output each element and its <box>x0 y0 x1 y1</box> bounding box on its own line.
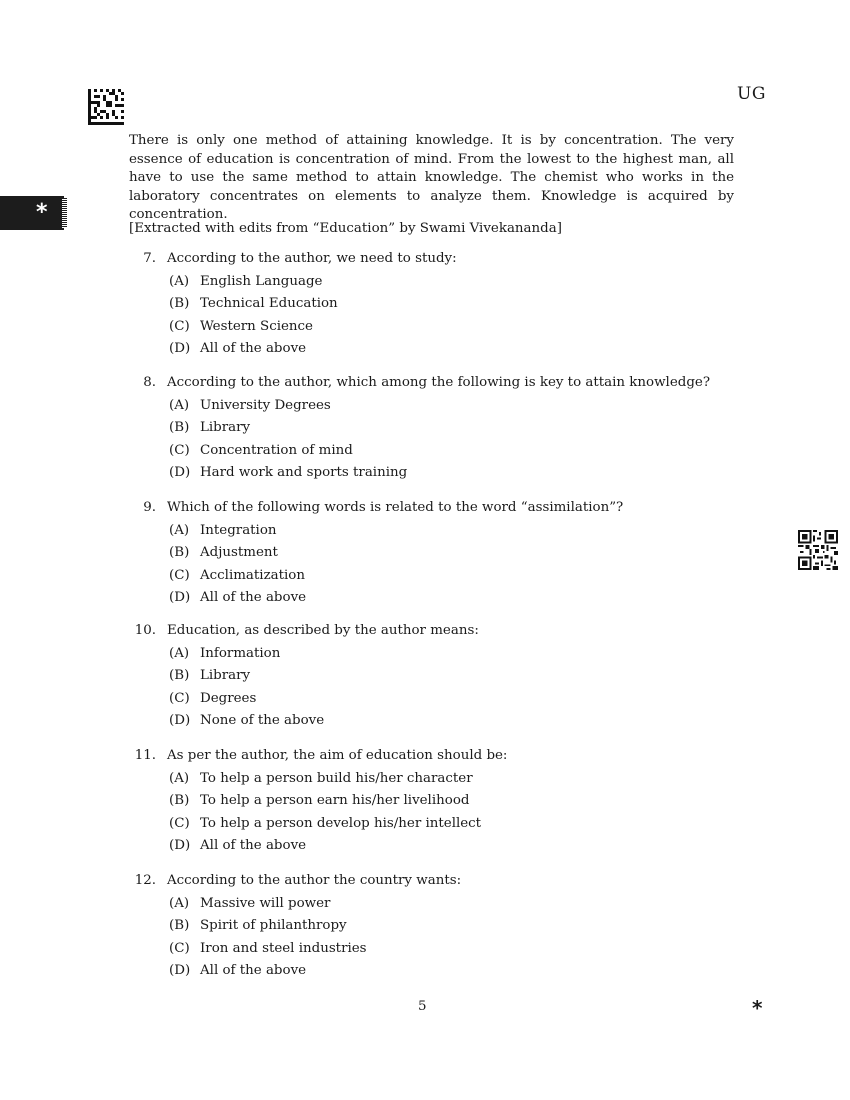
option-d <box>130 835 750 858</box>
option-text: All of the above <box>200 590 307 605</box>
option-label: (C) <box>169 690 190 706</box>
option-text: Iron and steel industries <box>200 940 367 956</box>
option-text: All of the above <box>200 963 307 978</box>
option-label: (B) <box>169 545 190 560</box>
option-label: (D) <box>169 465 191 480</box>
question-number: 7. <box>143 251 156 266</box>
option-b <box>130 293 750 316</box>
option-text: To help a person develop his/her intellect <box>200 815 482 831</box>
option-label: (C) <box>169 442 190 458</box>
option-label: (D) <box>169 963 191 978</box>
option-text: Technical Education <box>200 296 338 311</box>
star-icon: * <box>752 996 763 1020</box>
option-text: Information <box>200 645 281 661</box>
option-c <box>130 440 750 463</box>
option-label: (C) <box>169 940 190 956</box>
option-text: Library <box>200 668 251 683</box>
option-label: (A) <box>169 273 190 289</box>
reading-passage: There is only one method of attaining knowledge. It is by concentration. The very essence of education is concentration of mind. From the lowest to the highest man, all have to use the same method to attain knowledge. The chemist who works in the laboratory concentrates on elements to analyze them. Knowledge is acquired by concentration. <box>129 133 734 222</box>
question-7 <box>130 248 750 361</box>
option-label: (B) <box>169 793 190 808</box>
passage-citation: [Extracted with edits from “Education” by Swami Vivekananda] <box>129 221 562 236</box>
question-10 <box>130 620 750 733</box>
option-text: Adjustment <box>200 545 278 560</box>
option-d <box>130 462 750 485</box>
question-text: According to the author, we need to study: <box>167 251 457 266</box>
option-b <box>130 417 750 440</box>
option-d <box>130 960 750 983</box>
option-label: (D) <box>169 341 191 356</box>
question-9 <box>130 497 750 610</box>
exam-code: UG <box>737 84 766 104</box>
question-number: 9. <box>143 500 156 515</box>
option-b <box>130 665 750 688</box>
option-c <box>130 688 750 711</box>
option-a <box>130 271 750 294</box>
option-label: (B) <box>169 918 190 933</box>
option-text: University Degrees <box>200 397 331 413</box>
question-text: According to the author the country wants: <box>167 873 462 888</box>
option-text: To help a person earn his/her livelihood <box>200 793 470 808</box>
option-label: (C) <box>169 318 190 334</box>
option-a <box>130 520 750 543</box>
question-8 <box>130 372 750 485</box>
option-d <box>130 338 750 361</box>
option-b <box>130 790 750 813</box>
option-text: English Language <box>200 273 323 289</box>
star-icon: * <box>36 200 48 225</box>
option-text: All of the above <box>200 838 307 853</box>
option-a <box>130 643 750 666</box>
option-label: (A) <box>169 522 190 538</box>
option-text: Concentration of mind <box>200 442 353 458</box>
option-label: (A) <box>169 397 190 413</box>
option-c <box>130 938 750 961</box>
option-text: To help a person build his/her character <box>200 770 473 786</box>
option-c <box>130 813 750 836</box>
question-text: According to the author, which among the following is key to attain knowledge? <box>167 375 710 390</box>
option-label: (C) <box>169 567 190 583</box>
option-b <box>130 915 750 938</box>
option-text: Western Science <box>200 318 313 334</box>
option-a <box>130 395 750 418</box>
option-label: (D) <box>169 713 191 728</box>
question-text: Which of the following words is related to the word “assimilation”? <box>167 500 624 515</box>
option-text: All of the above <box>200 341 307 356</box>
option-a <box>130 768 750 791</box>
option-a <box>130 893 750 916</box>
question-11 <box>130 745 750 858</box>
option-text: Library <box>200 420 251 435</box>
option-label: (A) <box>169 895 190 911</box>
option-label: (B) <box>169 296 190 311</box>
option-d <box>130 587 750 610</box>
option-text: Spirit of philanthropy <box>200 918 347 933</box>
option-label: (C) <box>169 815 190 831</box>
option-c <box>130 565 750 588</box>
qr-code <box>798 530 838 570</box>
tab-edge-ticks <box>62 198 67 228</box>
option-text: Integration <box>200 522 277 538</box>
question-number: 8. <box>143 375 156 390</box>
option-text: None of the above <box>200 713 325 728</box>
side-marker-tab <box>0 196 64 230</box>
question-number: 11. <box>134 748 156 763</box>
page-number: 5 <box>418 999 427 1014</box>
option-text: Massive will power <box>200 895 331 911</box>
option-label: (A) <box>169 645 190 661</box>
option-d <box>130 710 750 733</box>
option-c <box>130 316 750 339</box>
option-text: Degrees <box>200 690 257 706</box>
question-12 <box>130 870 750 983</box>
option-label: (D) <box>169 590 191 605</box>
option-label: (A) <box>169 770 190 786</box>
option-label: (B) <box>169 668 190 683</box>
option-text: Acclimatization <box>200 567 305 583</box>
option-text: Hard work and sports training <box>200 465 408 480</box>
question-text: Education, as described by the author means: <box>167 623 479 638</box>
datamatrix-code <box>88 89 124 125</box>
question-number: 12. <box>134 873 156 888</box>
option-label: (D) <box>169 838 191 853</box>
option-b <box>130 542 750 565</box>
option-label: (B) <box>169 420 190 435</box>
question-text: As per the author, the aim of education should be: <box>167 748 508 763</box>
question-number: 10. <box>134 623 156 638</box>
